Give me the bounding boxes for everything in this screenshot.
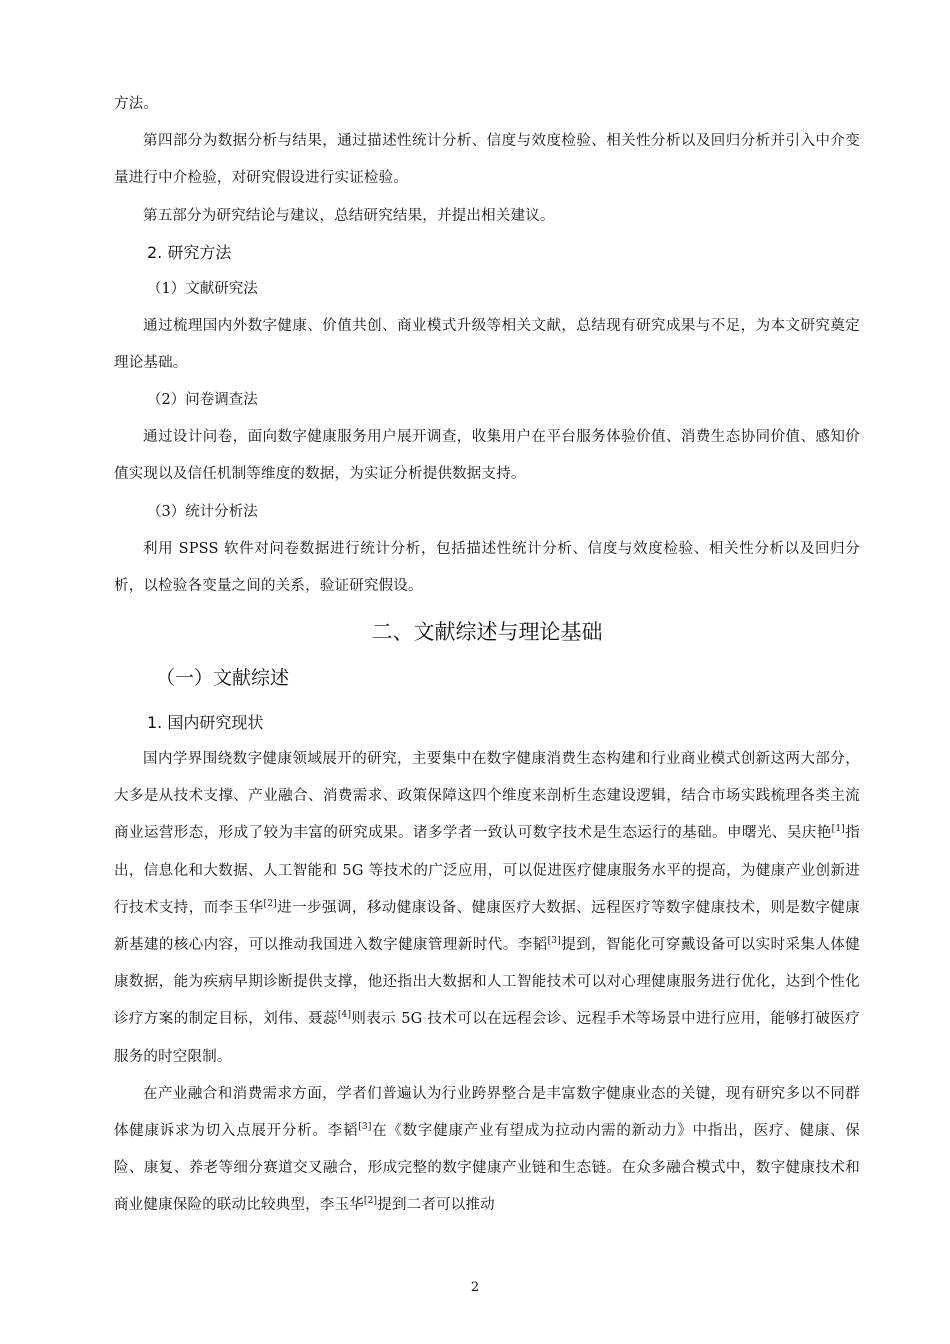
heading-survey-method: （2）问卷调查法 [147, 392, 258, 409]
heading-stat-method: （3）统计分析法 [147, 503, 258, 520]
text-run: 指出，信息化和大数据、人工智能和 5G 等技术的广泛应用，可以促进医疗健康服务水平的提高，为健康产业创新进行技术支持，而李玉华 [114, 825, 860, 916]
paragraph-industry-integration [114, 1076, 860, 1225]
text-run: 进一步强调，移动健康设备、健康医疗大数据、远程医疗等数字健康技术，则是数字健康新基建的核心内容，可以推动我国进入数字健康管理新时代。李韬 [114, 899, 861, 954]
citation-marker: [1] [831, 824, 846, 835]
text-run: 提到，智能化可穿戴设备可以实时采集人体健康数据，能为疾病早期诊断提供支撑，他还指出大数据和人工智能技术可以对心理健康服务进行优化，达到个性化诊疗方案的制定目标，刘伟、聂蕊 [114, 937, 860, 1028]
citation-marker: [2] [363, 1196, 378, 1207]
text-run: 国内学界围绕数字健康领域展开的研究，主要集中在数字健康消费生态构建和行业商业模式创新这两大部分，大多是从技术支撑、产业融合、消费需求、政策保障这四个维度来剖析生态建设逻辑，结合市场实践梳理各类主流商业运营形态，形成了较为丰富的研究成果。诸多学者一致认可数字技术是生态运行的基础。申曙光、吴庆艳 [114, 751, 860, 842]
paragraph-method-tail: 方法。 [114, 96, 159, 112]
paragraph-stat-method: 利用 SPSS 软件对问卷数据进行统计分析，包括描述性统计分析、信度与效度检验、相关性分析以及回归分析，以检验各变量之间的关系，验证研究假设。 [114, 540, 860, 594]
page-content [114, 86, 860, 1225]
text-run: 在产业融合和消费需求方面，学者们普遍认为行业跨界整合是丰富数字健康业态的关键，现有研究多以不同群体健康诉求为切入点展开分析。李韬 [114, 1085, 860, 1140]
citation-marker: [4] [337, 1010, 352, 1021]
citation-marker: [3] [358, 1122, 372, 1133]
paragraph-literature-method: 通过梳理国内外数字健康、价值共创、商业模式升级等相关文献，总结现有研究成果与不足，为本文研究奠定理论基础。 [114, 317, 860, 372]
text-run: 提到二者可以推动 [377, 1197, 495, 1214]
paragraph-part-five: 第五部分为研究结论与建议，总结研究结果，并提出相关建议。 [143, 207, 555, 224]
chapter-heading: 二、文献综述与理论基础 [371, 620, 603, 645]
text-run: 在《数字健康产业有望成为拉动内需的新动力》中指出，医疗、健康、保险、康复、养老等细分赛道交叉融合，形成完整的数字健康产业链和生态链。在众多融合模式中，数字健康技术和商业健康保险的联动比较典型，李玉华 [114, 1123, 860, 1214]
page-number: 2 [470, 1280, 480, 1295]
citation-marker: [2] [263, 899, 277, 910]
heading-domestic-research: 1. 国内研究现状 [147, 713, 264, 733]
section-heading: （一）文献综述 [156, 667, 290, 690]
heading-research-methods: 2. 研究方法 [147, 242, 232, 262]
heading-literature-method: （1）文献研究法 [147, 280, 258, 297]
paragraph-domestic-research [114, 741, 860, 1076]
paragraph-part-four: 第四部分为数据分析与结果，通过描述性统计分析、信度与效度检验、相关性分析以及回归分析并引入中介变量进行中介检验，对研究假设进行实证检验。 [114, 133, 860, 187]
paragraph-survey-method: 通过设计问卷，面向数字健康服务用户展开调查，收集用户在平台服务体验价值、消费生态协同价值、感知价值实现以及信任机制等维度的数据，为实证分析提供数据支持。 [114, 429, 860, 483]
citation-marker: [3] [547, 936, 561, 947]
text-run: 则表示 5G 技术可以在远程会诊、远程手术等场景中进行应用，能够打破医疗服务的时空限制。 [114, 1011, 860, 1065]
